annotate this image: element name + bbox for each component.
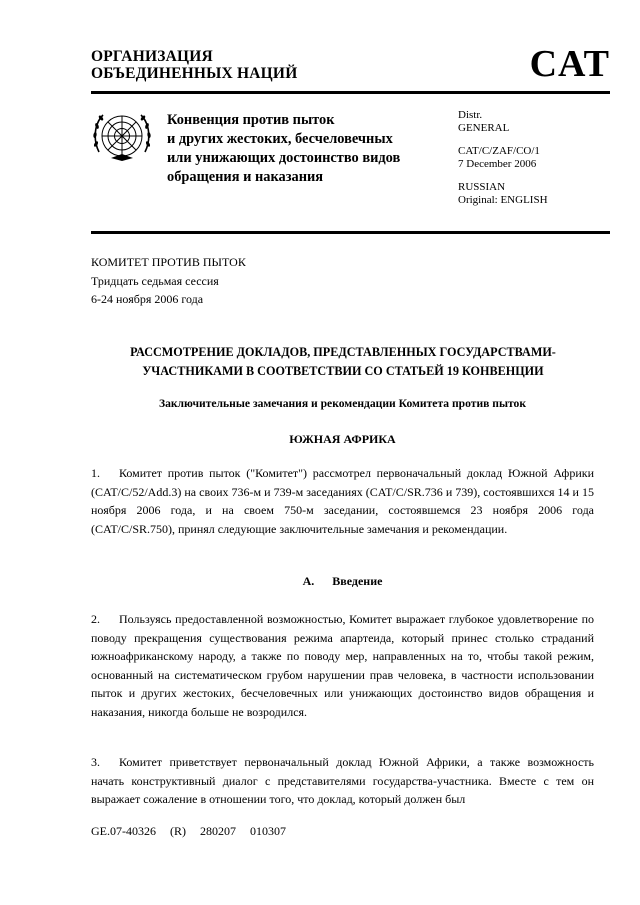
- paragraph-number: 2.: [91, 612, 100, 626]
- un-emblem-icon: [91, 108, 153, 168]
- paragraph-number: 3.: [91, 755, 100, 769]
- committee-block: [91, 253, 246, 309]
- section-letter: A.: [302, 574, 315, 588]
- header-rule: [91, 231, 610, 234]
- convention-title: [167, 111, 400, 187]
- doc-date: 7 December 2006: [458, 158, 537, 170]
- committee-name: КОМИТЕТ ПРОТИВ ПЫТОК: [91, 255, 246, 269]
- top-rule: [91, 91, 610, 94]
- paragraph-text: Комитет приветствует первоначальный доклад Южной Африки, а также возможность начать конструктивный диалог с представителями государства-участника. Вместе с тем он выражает сожаление в отношении того, что доклад, который должен был: [91, 755, 594, 806]
- heading-line: РАССМОТРЕНИЕ ДОКЛАДОВ, ПРЕДСТАВЛЕННЫХ ГОСУДАРСТВАМИ-: [130, 345, 556, 359]
- distr-label: Distr.: [458, 109, 483, 121]
- paragraph-text: Пользуясь предоставленной возможностью, Комитет выражает глубокое удовлетворение по поводу прекращения существования режима апартеида, который принес столько страданий южноафриканскому народу, а также по поводу мер, направленных на то, чтобы такой режим, основанный на систематическом грубом нарушении прав человека, в частности использовании пыток и других жестоких, бесчеловечных или унижающих достоинство видов обращения и наказания, никогда больше не возродился.: [91, 612, 594, 719]
- distr-value: GENERAL: [458, 122, 510, 134]
- section-a-heading: [91, 573, 594, 589]
- footer-date-1: 280207: [200, 824, 236, 838]
- document-metadata: [458, 109, 548, 207]
- convention-line: Конвенция против пыток: [167, 112, 335, 128]
- committee-dates: 6-24 ноября 2006 года: [91, 292, 204, 306]
- paragraph-3: [91, 753, 594, 809]
- paragraph-2: [91, 610, 594, 721]
- footer-code: GE.07-40326: [91, 824, 156, 838]
- section-title: Введение: [332, 574, 383, 588]
- country-title: ЮЖНАЯ АФРИКА: [289, 432, 396, 446]
- convention-line: обращения и наказания: [167, 169, 324, 185]
- organization-name: [91, 48, 297, 82]
- doc-language: RUSSIAN: [458, 181, 506, 193]
- org-line-2: ОБЪЕДИНЕННЫХ НАЦИЙ: [91, 65, 298, 82]
- paragraph-text: Комитет против пыток ("Комитет") рассмотрел первоначальный доклад Южной Африки (CAT/C/52/Add.3) на своих 736-м и 739-м заседаниях (CAT/C/SR.736 и 739), состоявшихся 14 и 15 ноября 2006 года, и на своем 750-м заседании, состоявшемся 23 ноября 2006 года (CAT/C/SR.750), принял следующие заключительные замечания и рекомендации.: [91, 466, 594, 536]
- org-line-1: ОРГАНИЗАЦИЯ: [91, 48, 213, 65]
- paragraph-1: [91, 464, 594, 538]
- heading-line: УЧАСТНИКАМИ В СООТВЕТСТВИИ СО СТАТЬЕЙ 19 КОНВЕНЦИИ: [142, 363, 544, 378]
- convention-line: или унижающих достоинство видов: [167, 150, 401, 166]
- main-heading: [100, 343, 586, 380]
- document-footer: [91, 823, 300, 839]
- committee-session: Тридцать седьмая сессия: [91, 273, 219, 288]
- paragraph-number: 1.: [91, 466, 100, 480]
- footer-lang: (R): [170, 824, 186, 838]
- doc-symbol: CAT/C/ZAF/CO/1: [458, 145, 540, 157]
- convention-line: и других жестоких, бесчеловечных: [167, 131, 393, 147]
- doc-original: Original: ENGLISH: [458, 194, 548, 206]
- footer-date-2: 010307: [250, 824, 286, 838]
- subheading: Заключительные замечания и рекомендации Комитета против пыток: [158, 397, 527, 410]
- document-symbol-large: CAT: [529, 43, 610, 85]
